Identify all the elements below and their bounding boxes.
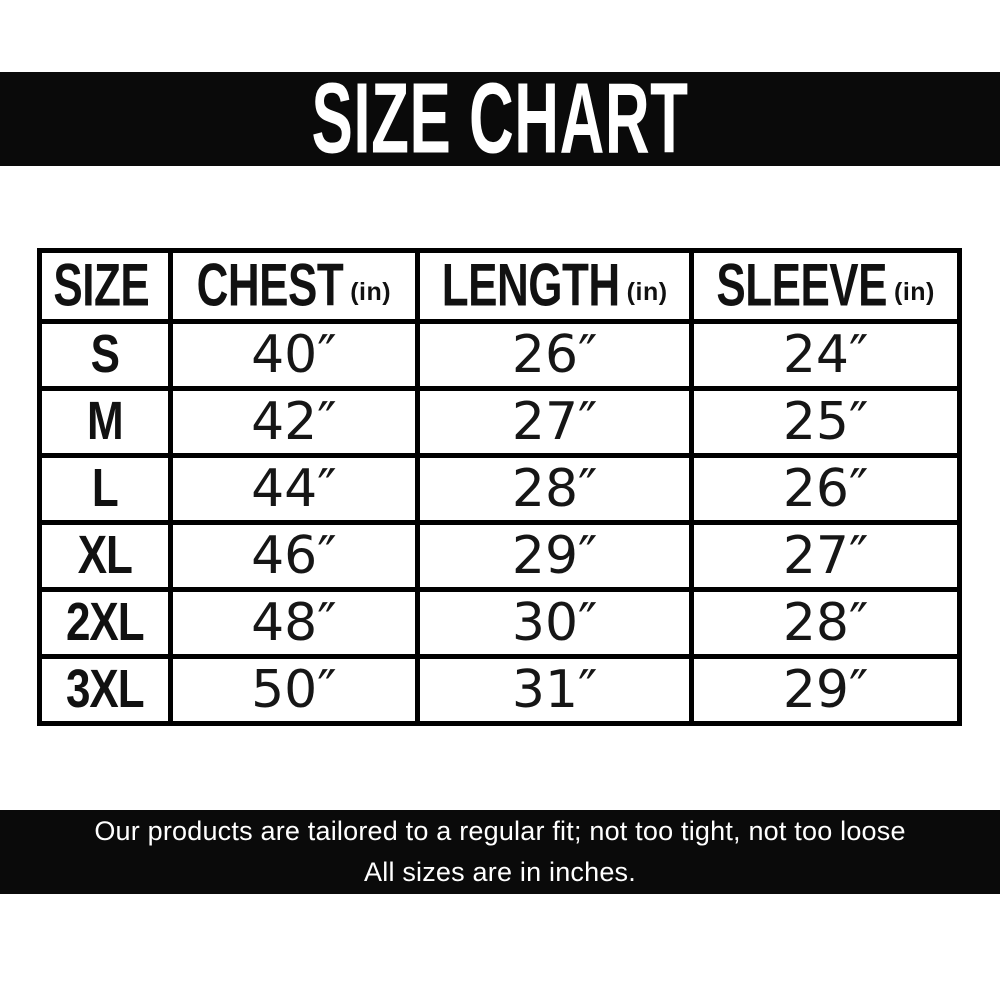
length-cell	[418, 657, 692, 724]
size-cell	[40, 523, 171, 590]
table-row	[40, 590, 960, 657]
size-cell	[40, 322, 171, 389]
column-header-sleeve	[692, 251, 960, 322]
size-value: 3XL	[65, 659, 144, 720]
table-row	[40, 523, 960, 590]
chest-value: 50″	[251, 660, 337, 720]
size-value: XL	[77, 525, 132, 586]
chest-value: 46″	[251, 526, 337, 586]
sleeve-value: 24″	[782, 325, 869, 385]
size-value: S	[90, 324, 119, 385]
size-value: L	[91, 458, 118, 519]
sleeve-cell	[692, 389, 960, 456]
size-cell	[40, 456, 171, 523]
sleeve-cell	[692, 590, 960, 657]
footer-line-1: Our products are tailored to a regular fit; not too tight, not too loose	[94, 816, 906, 846]
size-value: 2XL	[65, 592, 144, 653]
length-value: 26″	[511, 325, 598, 385]
table-row	[40, 456, 960, 523]
table-row	[40, 389, 960, 456]
length-cell	[418, 523, 692, 590]
length-value: 30″	[511, 593, 598, 653]
column-header-label: SLEEVE	[716, 251, 887, 320]
title-banner	[0, 72, 1000, 166]
length-value: 31″	[511, 660, 598, 720]
chest-value: 40″	[251, 325, 337, 385]
column-header-length	[418, 251, 692, 322]
chest-cell	[170, 456, 417, 523]
chest-value: 44″	[251, 459, 337, 519]
length-value: 28″	[511, 459, 598, 519]
sleeve-cell	[692, 657, 960, 724]
table-row	[40, 322, 960, 389]
size-value: M	[86, 391, 123, 452]
table-header-row	[40, 251, 960, 322]
sleeve-value: 29″	[782, 660, 869, 720]
size-cell	[40, 657, 171, 724]
sleeve-value: 28″	[782, 593, 869, 653]
column-header-unit: (in)	[894, 277, 935, 306]
chest-cell	[170, 389, 417, 456]
size-table	[37, 248, 962, 726]
column-header-label: LENGTH	[441, 251, 620, 320]
footer-banner	[0, 810, 1000, 894]
length-value: 29″	[511, 526, 598, 586]
sleeve-cell	[692, 523, 960, 590]
column-header-unit: (in)	[626, 277, 668, 306]
length-cell	[418, 389, 692, 456]
column-header-label: SIZE	[53, 251, 150, 320]
chest-cell	[170, 657, 417, 724]
sleeve-cell	[692, 456, 960, 523]
column-header-unit: (in)	[350, 277, 392, 306]
column-header-label: CHEST	[196, 251, 344, 320]
column-header-size	[40, 251, 171, 322]
size-cell	[40, 590, 171, 657]
sleeve-value: 27″	[782, 526, 869, 586]
length-cell	[418, 590, 692, 657]
chest-cell	[170, 322, 417, 389]
length-value: 27″	[511, 392, 598, 452]
size-cell	[40, 389, 171, 456]
footer-line-2: All sizes are in inches.	[364, 857, 636, 887]
chest-value: 48″	[251, 593, 337, 653]
sleeve-cell	[692, 322, 960, 389]
chest-cell	[170, 590, 417, 657]
chest-value: 42″	[251, 392, 337, 452]
length-cell	[418, 456, 692, 523]
length-cell	[418, 322, 692, 389]
size-chart-page	[0, 72, 1000, 1000]
sleeve-value: 26″	[782, 459, 869, 519]
page-title: SIZE CHART	[311, 72, 689, 166]
column-header-chest	[170, 251, 417, 322]
sleeve-value: 25″	[782, 392, 869, 452]
table-row	[40, 657, 960, 724]
chest-cell	[170, 523, 417, 590]
